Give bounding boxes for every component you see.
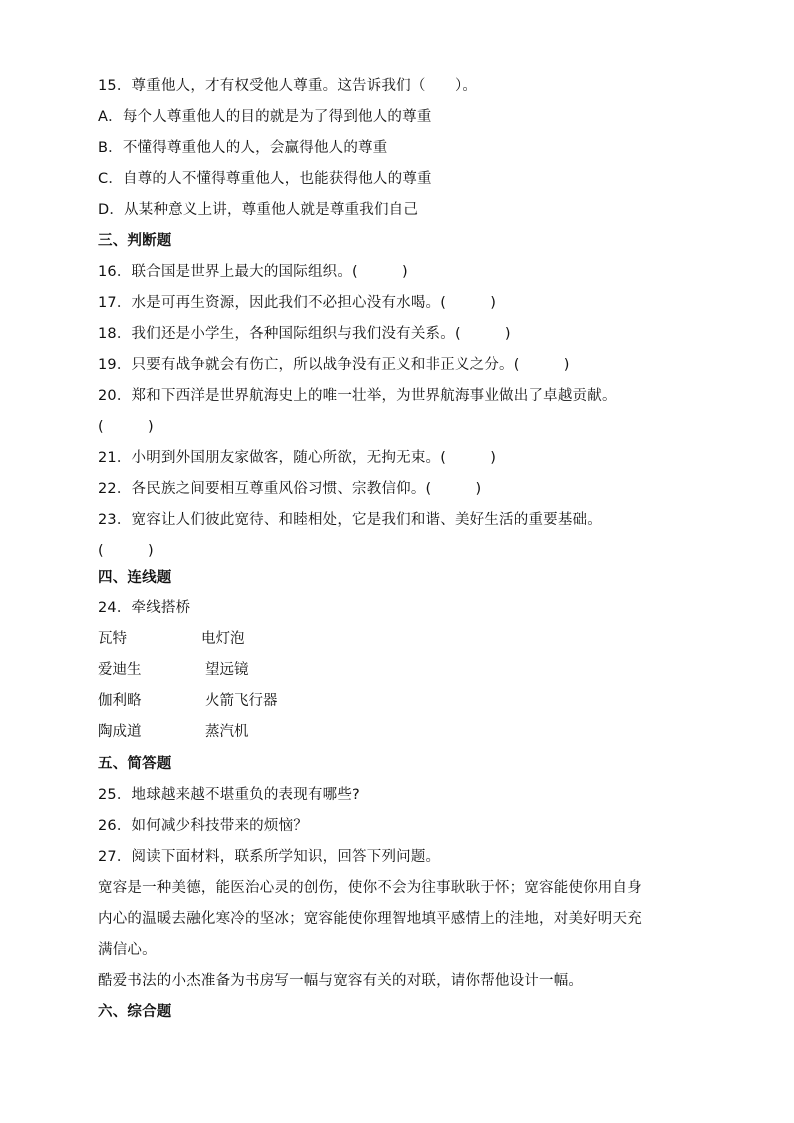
q20: 20．郑和下西洋是世界航海史上的唯一壮举，为世界航海事业做出了卓越贡献。 (98, 388, 617, 404)
match-right-item: 火箭飞行器 (205, 693, 278, 709)
q23: 23．宽容让人们彼此宽待、和睦相处，它是我们和谐、美好生活的重要基础。 (98, 512, 602, 528)
q27-passage-line: 宽容是一种美德，能医治心灵的创伤，使你不会为往事耿耿于怀；宽容能使你用自身 (98, 880, 642, 896)
match-right-item: 蒸汽机 (205, 724, 249, 740)
match-left-item: 伽利略 (98, 693, 142, 709)
match-left-item: 瓦特 (98, 631, 127, 647)
q15-option-c: C．自尊的人不懂得尊重他人，也能获得他人的尊重 (98, 171, 432, 187)
section-6-title: 六、综合题 (98, 1004, 172, 1020)
q16: 16．联合国是世界上最大的国际组织。( ) (98, 264, 408, 280)
q15-option-b: B．不懂得尊重他人的人，会赢得他人的尊重 (98, 140, 388, 156)
q23-answer-blank: ( ) (98, 543, 154, 559)
q21: 21．小明到外国朋友家做客，随心所欲，无拘无束。( ) (98, 450, 497, 466)
q15-option-a: A．每个人尊重他人的目的就是为了得到他人的尊重 (98, 109, 432, 125)
q22: 22．各民族之间要相互尊重风俗习惯、宗教信仰。( ) (98, 481, 482, 497)
match-right-item: 电灯泡 (201, 631, 245, 647)
q15-stem: 15．尊重他人，才有权受他人尊重。这告诉我们（ ）。 (98, 78, 478, 94)
q27-passage-line: 满信心。 (98, 942, 157, 958)
match-left-item: 爱迪生 (98, 662, 142, 678)
q27-stem: 27．阅读下面材料，联系所学知识，回答下列问题。 (98, 849, 441, 865)
section-3-title: 三、判断题 (98, 233, 172, 249)
q20-answer-blank: ( ) (98, 419, 154, 435)
q19: 19．只要有战争就会有伤亡，所以战争没有正义和非正义之分。( ) (98, 357, 570, 373)
q27-passage-line: 内心的温暖去融化寒冷的坚冰；宽容能使你理智地填平感情上的洼地，对美好明天充 (98, 911, 642, 927)
q24-stem: 24．牵线搭桥 (98, 600, 191, 616)
q25: 25．地球越来越不堪重负的表现有哪些? (98, 787, 360, 803)
section-4-title: 四、连线题 (98, 570, 172, 586)
match-left-item: 陶成道 (98, 724, 142, 740)
q15-option-d: D．从某种意义上讲，尊重他人就是尊重我们自己 (98, 202, 419, 218)
q18: 18．我们还是小学生，各种国际组织与我们没有关系。( ) (98, 326, 511, 342)
section-5-title: 五、简答题 (98, 756, 172, 772)
q27-task: 酷爱书法的小杰准备为书房写一幅与宽容有关的对联，请你帮他设计一幅。 (98, 973, 584, 989)
q17: 17．水是可再生资源，因此我们不必担心没有水喝。( ) (98, 295, 497, 311)
match-right-item: 望远镜 (205, 662, 249, 678)
q26: 26．如何减少科技带来的烦恼？ (98, 818, 308, 834)
